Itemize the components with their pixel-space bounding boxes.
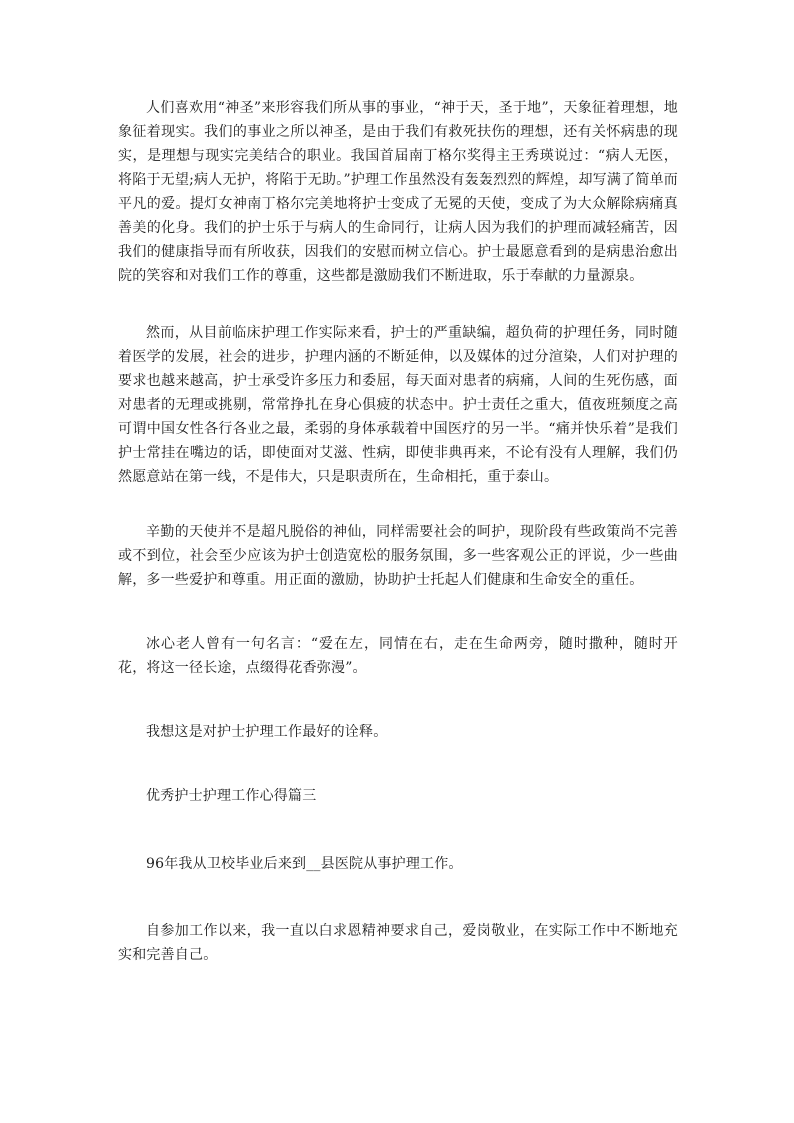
paragraph-sacred-profession: 人们喜欢用“神圣”来形容我们所从事的事业，“神于天，圣于地”，天象征着理想，地象征着现实。我们的事业之所以神圣，是由于我们有救死扶伤的理想，还有关怀病患的现实，是理想与现实完美结合的职业。我国首届南丁格尔奖得主王秀瑛说过：“病人无医，将陷于无望;病人无护，将陷于无助。”护理工作虽然没有轰轰烈烈的辉煌，却写满了简单而平凡的爱。提灯女神南丁格尔完美地将护士变成了无冕的天使，变成了为大众解除病痛真善美的化身。我们的护士乐于与病人的生命同行，让病人因为我们的护理而减轻痛苦，因我们的健康指导而有所收获，因我们的安慰而树立信心。护士最愿意看到的是病患治愈出院的笑容和对我们工作的尊重，这些都是激励我们不断进取，乐于奉献的力量源泉。 [118,100,678,284]
section-heading: 优秀护士护理工作心得篇三 [146,788,317,804]
paragraph-society-support: 辛勤的天使并不是超凡脱俗的神仙，同样需要社会的呵护，现阶段有些政策尚不完善或不到位，社会至少应该为护士创造宽松的服务氛围，多一些客观公正的评说，少一些曲解，多一些爱护和尊重。用正面的激励，协助护士托起人们健康和生命安全的重任。 [118,524,678,588]
paragraph-interpretation: 我想这是对护士护理工作最好的诠释。 [146,724,388,740]
paragraph-graduation: 96年我从卫校毕业后来到__县医院从事护理工作。 [146,856,463,872]
paragraph-bingxin-quote: 冰心老人曾有一句名言：“爱在左，同情在右，走在生命两旁，随时撒种，随时开花，将这一径长途，点缀得花香弥漫”。 [118,636,678,676]
paragraph-clinical-reality: 然而，从目前临床护理工作实际来看，护士的严重缺编，超负荷的护理任务，同时随着医学的发展，社会的进步，护理内涵的不断延伸，以及媒体的过分渲染，人们对护理的要求也越来越高，护士承受许多压力和委屈，每天面对患者的病痛，人间的生死伤感，面对患者的无理或挑剔，常常挣扎在身心俱疲的状态中。护士责任之重大，值夜班频度之高可谓中国女性各行各业之最，柔弱的身体承载着中国医疗的另一半。“痛并快乐着”是我们护士常挂在嘴边的话，即使面对艾滋、性病，即使非典再来，不论有没有人理解，我们仍然愿意站在第一线，不是伟大，只是职责所在，生命相托，重于泰山。 [118,325,678,485]
paragraph-self-improvement: 自参加工作以来，我一直以白求恩精神要求自己，爱岗敬业，在实际工作中不断地充实和完善自己。 [118,923,678,963]
